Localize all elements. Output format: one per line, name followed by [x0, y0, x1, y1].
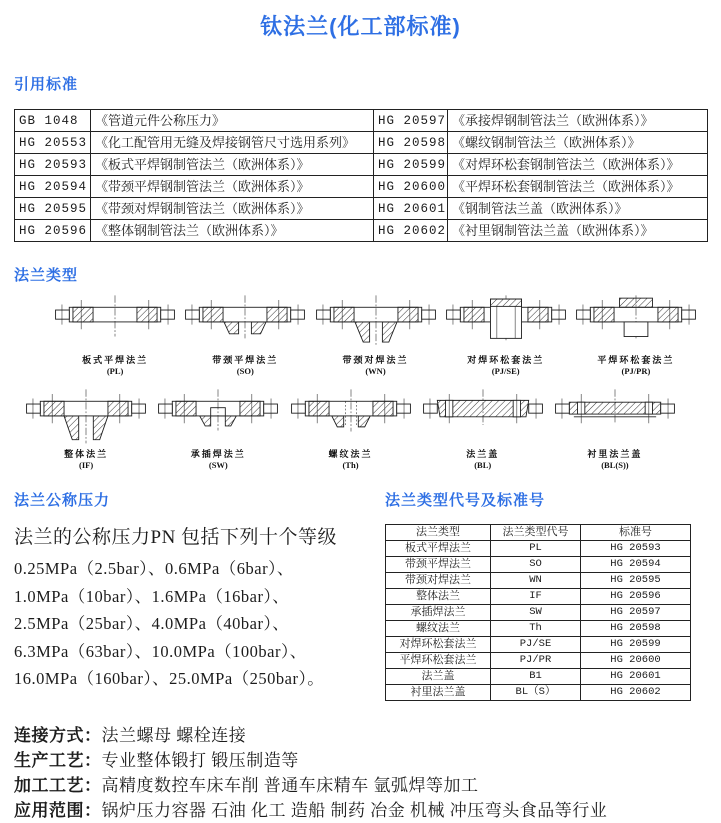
flange-figure-wn: [310, 289, 440, 377]
flange-caption: [310, 355, 440, 377]
table-row: [386, 621, 691, 637]
flange-code: (BL): [474, 460, 492, 470]
standard-no-cell: HG 20595: [581, 573, 691, 589]
type-code-cell: PJ/PR: [491, 653, 581, 669]
type-code-cell: PL: [491, 541, 581, 557]
type-code-cell: B1: [491, 669, 581, 685]
std-title-cell: 《钢制管法兰盖（欧洲体系）》: [448, 198, 708, 220]
flange-codes-table: [385, 524, 691, 701]
std-code-cell: HG 20601: [374, 198, 448, 220]
flange-name: 对焊环松套法兰: [467, 355, 545, 365]
flange-drawing-wn: [312, 289, 440, 353]
document-page: [0, 10, 721, 820]
flange-drawing-bl: [419, 383, 547, 447]
flange-type-cell: 螺纹法兰: [386, 621, 491, 637]
flange-figure-pjpr: [571, 289, 701, 377]
flange-type-cell: 整体法兰: [386, 589, 491, 605]
standard-no-cell: HG 20602: [581, 685, 691, 701]
flange-figure-sw: [152, 383, 284, 471]
flange-drawing-so: [181, 289, 309, 353]
flange-figures-row-2: [20, 383, 681, 471]
flange-caption: [284, 449, 416, 471]
table-row: [386, 653, 691, 669]
table-row: [386, 637, 691, 653]
standard-no-cell: HG 20599: [581, 637, 691, 653]
flange-code: (SO): [236, 366, 254, 376]
flange-figure-bls: [549, 383, 681, 471]
std-title-cell: 《带颈对焊钢制管法兰（欧洲体系）》: [91, 198, 374, 220]
flange-name: 螺纹法兰: [328, 449, 373, 459]
std-code-cell: HG 20599: [374, 154, 448, 176]
column-header: 法兰类型代号: [491, 525, 581, 541]
pressure-ratings-list: [14, 555, 384, 693]
table-row: [15, 176, 708, 198]
column-header: 法兰类型: [386, 525, 491, 541]
flange-caption: [571, 355, 701, 377]
table-row: [386, 685, 691, 701]
flange-drawing-pl: [51, 289, 179, 353]
info-label: 加工工艺：: [14, 776, 102, 795]
flange-caption: [152, 449, 284, 471]
std-code-cell: HG 20553: [15, 132, 91, 154]
flange-name: 法兰盖: [466, 449, 500, 459]
std-title-cell: 《整体钢制管法兰（欧洲体系）》: [91, 220, 374, 242]
type-code-cell: WN: [491, 573, 581, 589]
flange-caption: [20, 449, 152, 471]
page-title: 钛法兰(化工部标准): [260, 14, 461, 39]
flange-code: (PL): [106, 366, 124, 376]
std-code-cell: GB 1048: [15, 110, 91, 132]
info-text: 专业整体锻打 锻压制造等: [101, 751, 299, 770]
std-title-cell: 《螺纹钢制管法兰（欧洲体系）》: [448, 132, 708, 154]
table-row: [386, 605, 691, 621]
pressure-rating-line: 6.3MPa（63bar）、10.0MPa（100bar）、: [14, 641, 307, 661]
pressure-rating-line: 2.5MPa（25bar）、4.0MPa（40bar）、: [14, 614, 290, 633]
std-title-cell: 《板式平焊钢制管法兰（欧洲体系）》: [91, 154, 374, 176]
info-line: [14, 773, 721, 798]
table-header-row: [386, 525, 691, 541]
flange-type-cell: 带颈平焊法兰: [386, 557, 491, 573]
section-heading-flange-types: 法兰类型: [14, 267, 79, 284]
info-text: 法兰螺母 螺栓连接: [101, 726, 247, 745]
flange-code: (PJ/SE): [491, 366, 520, 376]
flange-figure-so: [180, 289, 310, 377]
type-code-cell: BL（S）: [491, 685, 581, 701]
flange-caption: [50, 355, 180, 377]
standard-no-cell: HG 20601: [581, 669, 691, 685]
pressure-rating-line: 16.0MPa（160bar）、25.0MPa（250bar）。: [14, 669, 325, 688]
info-text: 高精度数控车床车削 普通车床精车 氩弧焊等加工: [101, 776, 479, 795]
flange-name: 承插焊法兰: [190, 449, 246, 459]
info-line: [14, 748, 721, 773]
type-code-cell: IF: [491, 589, 581, 605]
flange-figures-row-1: [50, 289, 701, 377]
flange-caption: [417, 449, 549, 471]
std-title-cell: 《化工配管用无缝及焊接钢管尺寸选用系列》: [91, 132, 374, 154]
std-title-cell: 《带颈平焊钢制管法兰（欧洲体系）》: [91, 176, 374, 198]
standard-no-cell: HG 20593: [581, 541, 691, 557]
flange-drawing-sw: [154, 383, 282, 447]
standard-no-cell: HG 20598: [581, 621, 691, 637]
flange-caption: [549, 449, 681, 471]
info-label: 连接方式：: [14, 726, 102, 745]
std-title-cell: 《管道元件公称压力》: [91, 110, 374, 132]
pressure-section: [14, 489, 384, 701]
flange-name: 平焊环松套法兰: [597, 355, 675, 365]
pressure-intro: 法兰的公称压力PN 包括下列十个等级: [14, 527, 338, 548]
table-row: [15, 132, 708, 154]
table-row: [15, 110, 708, 132]
standard-no-cell: HG 20597: [581, 605, 691, 621]
flange-code: (SW): [208, 460, 228, 470]
flange-figure-pl: [50, 289, 180, 377]
flange-drawing-bls: [551, 383, 679, 447]
flange-code: (WN): [365, 366, 386, 376]
flange-type-cell: 对焊环松套法兰: [386, 637, 491, 653]
flange-figure-bl: [417, 383, 549, 471]
table-row: [386, 573, 691, 589]
std-title-cell: 《承接焊钢制管法兰（欧洲体系）》: [448, 110, 708, 132]
info-line: [14, 798, 721, 823]
flange-type-cell: 平焊环松套法兰: [386, 653, 491, 669]
flange-drawing-pjse: [442, 289, 570, 353]
info-line: [14, 723, 721, 748]
type-code-cell: PJ/SE: [491, 637, 581, 653]
flange-drawing-pjpr: [572, 289, 700, 353]
pressure-rating-line: 1.0MPa（10bar）、1.6MPa（16bar）、: [14, 586, 290, 606]
std-code-cell: HG 20595: [15, 198, 91, 220]
flange-type-cell: 带颈对焊法兰: [386, 573, 491, 589]
std-code-cell: HG 20597: [374, 110, 448, 132]
codes-section: [385, 489, 707, 701]
pressure-rating-line: 0.25MPa（2.5bar）、0.6MPa（6bar）、: [14, 559, 294, 578]
info-label: 应用范围：: [14, 801, 102, 820]
info-text: 锅炉压力容器 石油 化工 造船 制药 冶金 机械 冲压弯头食品等行业: [101, 801, 608, 820]
standard-no-cell: HG 20600: [581, 653, 691, 669]
flange-type-cell: 法兰盖: [386, 669, 491, 685]
std-code-cell: HG 20602: [374, 220, 448, 242]
flange-figure-pjse: [441, 289, 571, 377]
std-title-cell: 《衬里钢制管法兰盖（欧洲体系）》: [448, 220, 708, 242]
table-row: [15, 154, 708, 176]
flange-figure-if: [20, 383, 152, 471]
flange-type-cell: 承插焊法兰: [386, 605, 491, 621]
flange-name: 衬里法兰盖: [587, 449, 643, 459]
type-code-cell: Th: [491, 621, 581, 637]
flange-name: 带颈对焊法兰: [342, 355, 409, 365]
flange-figure-th: [284, 383, 416, 471]
std-code-cell: HG 20593: [15, 154, 91, 176]
flange-name: 板式平焊法兰: [82, 355, 149, 365]
flange-name: 整体法兰: [64, 449, 109, 459]
flange-name: 带颈平焊法兰: [212, 355, 279, 365]
standard-no-cell: HG 20596: [581, 589, 691, 605]
column-header: 标准号: [581, 525, 691, 541]
std-code-cell: HG 20600: [374, 176, 448, 198]
info-section: [14, 723, 721, 823]
flange-code: (PJ/PR): [621, 366, 651, 376]
standard-no-cell: HG 20594: [581, 557, 691, 573]
std-title-cell: 《平焊环松套钢制管法兰（欧洲体系）》: [448, 176, 708, 198]
table-row: [386, 541, 691, 557]
table-row: [386, 589, 691, 605]
flange-drawing-th: [287, 383, 415, 447]
section-heading-pressure: 法兰公称压力: [14, 492, 111, 509]
section-heading-ref-standards: 引用标准: [14, 76, 79, 93]
ref-standards-table: [14, 109, 708, 242]
flange-code: (IF): [79, 460, 94, 470]
table-row: [386, 557, 691, 573]
lower-columns: [14, 489, 721, 701]
type-code-cell: SW: [491, 605, 581, 621]
flange-drawing-if: [22, 383, 150, 447]
flange-type-cell: 板式平焊法兰: [386, 541, 491, 557]
type-code-cell: SO: [491, 557, 581, 573]
section-heading-codes: 法兰类型代号及标准号: [385, 492, 546, 509]
table-row: [386, 669, 691, 685]
std-title-cell: 《对焊环松套钢制管法兰（欧洲体系）》: [448, 154, 708, 176]
std-code-cell: HG 20598: [374, 132, 448, 154]
flange-code: (Th): [342, 460, 359, 470]
table-row: [15, 198, 708, 220]
std-code-cell: HG 20596: [15, 220, 91, 242]
flange-code: (BL(S)): [601, 460, 629, 470]
flange-caption: [441, 355, 571, 377]
info-label: 生产工艺：: [14, 751, 102, 770]
flange-type-cell: 衬里法兰盖: [386, 685, 491, 701]
flange-caption: [180, 355, 310, 377]
table-row: [15, 220, 708, 242]
std-code-cell: HG 20594: [15, 176, 91, 198]
